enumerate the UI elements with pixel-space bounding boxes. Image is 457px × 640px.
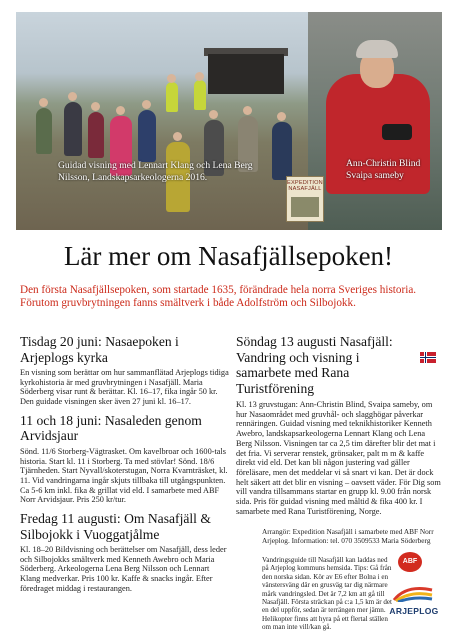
event-section [20, 413, 230, 505]
directions-text: Vandringsguide till Nasafjäll kan laddas ned på Arjeplog kommuns hemsida. Tips: Gå från den norska sidan. Kör av E6 efter Bolna i en vänstersväng där en grusväg tar dig närmare mårk vandringsled. Det är 7,2 km att gå till Nasafjäll. Första sträckan på c:a 1,5 km är det en del uppför, sedan är terrängen mer jämn. Helikopter finns att hyra på ett flertal ställen om man inte vill/kan gå. [262, 556, 393, 632]
visitor-head [116, 106, 125, 115]
book-cover [286, 176, 324, 222]
binoculars [382, 124, 412, 140]
portrait-caption: Ann-Christin Blind Svaipa sameby [346, 158, 421, 181]
visitor-figure [272, 122, 292, 180]
visitor-figure [64, 102, 82, 156]
visitor-head [68, 92, 77, 101]
visitor-figure [88, 112, 104, 158]
event-heading: Fredag 11 augusti: Om Nasafjäll & Silbojokk i Vuoggatjålme [20, 511, 211, 542]
event-body: Kl. 13 gruvstugan: Ann-Christin Blind, Svaipa sameby, om hur Nasaområdet med gruvhål- och slagghögar påverkar rennäringen. Guidad visning med teknikhistoriker Kenneth Awebro, landskapsarkeologerna Lennart Klang och Lena Berg Nilsson. Visningen tar ca 2,5 tim därefter blir det mat i det fria. Vi serverar renstek, grönsaker, palt m m & kaffe direkt vid eld. Det kan bli någon justering vad gäller föreläsare, men det meddelar vi så snart vi kan. Det är dock helt säkert att det blir en visning – oavsett väder. För Dig som vill vandra tillsammans startar en grupp kl. 9.00 från norsk sida. Pris för guidad visning med måltid & fika 400 kr. I samarbete med Rana Turistförening, Norge. [236, 400, 441, 516]
visitor-head [142, 100, 151, 109]
knit-cap [356, 40, 398, 58]
event-body: En visning som berättar om hur sammanflätad Arjeplogs tidiga kyrkohistoria är med gruvbrytningen i Nasafjäll. Maria Söderberg visar runt & berättar. Kl. 16–17, fika ingår 50 kr. Den guidade visningen sker även 27 juni kl. 16–17. [20, 368, 229, 407]
right-column [236, 334, 442, 516]
visitor-figure [166, 82, 178, 112]
visitor-head [91, 102, 100, 111]
portrait-photo [308, 12, 442, 230]
abf-logo: ABF [398, 552, 422, 572]
event-body: Sönd. 11/6 Storberg-Vägtrasket. Om kavelbroar och 1600-tals historia. Start kl. 11 i Storberg. Ta med stövlar! Sönd. 18/6 Tjärnheden. Start Nyvall/skoterstugan, Norra Kvarnträsket, kl. 11. Vid vandringarna ingår skjuts tillbaka till utgångspunkten. Ca 5-6 km inkl. fika & grillat vid eld. I samarbete med ABF Norr Arvidsjaur. Pris 250 kr/tur. [20, 446, 228, 505]
event-heading: Söndag 13 augusti Nasafjäll: Vandring och visning i samarbete med Rana Turistförening [236, 334, 393, 396]
visitor-head [195, 72, 204, 81]
visitor-head [209, 110, 218, 119]
visitor-head [243, 106, 252, 115]
book-title: EXPEDITION NASAFJÄLL [287, 180, 323, 193]
visitor-figure [36, 108, 52, 154]
mountain-hut [208, 54, 284, 94]
event-heading: Tisdag 20 juni: Nasaepoken i Arjeplogs kyrka [20, 334, 179, 365]
intro-text: Den första Nasafjällsepoken, som startade 1635, förändrade hela norra Sveriges historia. Förutom gruvbrytningen fanns smältverk i både Adolfström och Silbojokk. [20, 284, 417, 309]
arjeplog-logo: ARJEPLOG [389, 606, 439, 616]
book-cover-image [291, 197, 319, 217]
event-body: Kl. 18–20 Bildvisning och berättelser om Nasafjäll, dess leder och Silbojokks smältverk med Kenneth Awebro och Maria Söderberg. Arkeologerna Lena Berg Nilsson och Lennart Klang medverkar. Pris 100 kr. Kaffe & snacks ingår. Efter föredraget middag i restaurangen. [20, 545, 227, 593]
visitor-head [39, 98, 48, 107]
visitor-head [173, 132, 182, 141]
arjeplog-logo-mark [392, 584, 434, 602]
arranger-info: Arrangör: Expedition Nasafjäll i samarbete med ABF Norr Arjeplog. Information: tel. 070 3509533 Maria Söderberg [262, 527, 434, 545]
visitor-figure [194, 80, 206, 110]
norway-flag-icon [420, 352, 436, 363]
group-photo-caption: Guidad visning med Lennart Klang och Lena Berg Nilsson, Landskapsarkeologerna 2016. [58, 160, 253, 183]
visitor-figure [138, 110, 156, 162]
group-photo [16, 12, 308, 230]
visitor-head [167, 74, 176, 83]
event-section [20, 334, 230, 407]
left-column [20, 334, 230, 594]
page-title: Lär mer om Nasafjällsepoken! [63, 241, 394, 271]
event-section [20, 511, 230, 594]
visitor-head [277, 112, 286, 121]
event-heading: 11 och 18 juni: Nasaleden genom Arvidsjaur [20, 412, 202, 444]
